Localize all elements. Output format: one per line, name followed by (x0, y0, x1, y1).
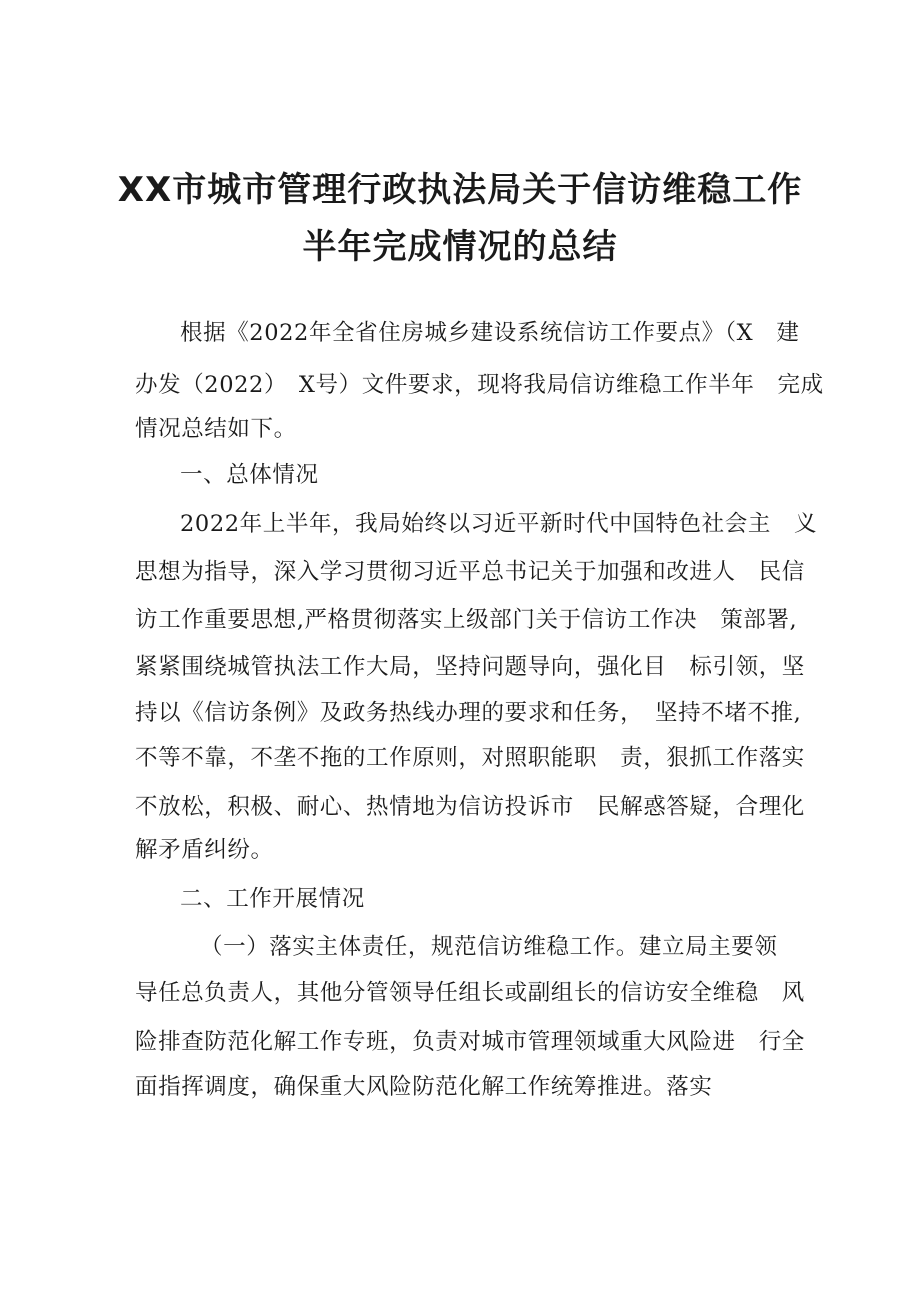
document-title-line-2: 半年完成情况的总结 (302, 227, 618, 267)
section-2-line-3: 险排查防范化解工作专班，负责对城市管理领域重大风险进 行全 (135, 1029, 805, 1055)
section-1-heading: 一、总体情况 (180, 462, 319, 488)
section-1-line-7: 不放松，积极、耐心、热情地为信访投诉市 民解惑答疑，合理化 (135, 794, 805, 820)
intro-line-3: 情况总结如下。 (135, 416, 297, 442)
section-2-line-2: 导任总负责人，其他分管领导任组长或副组长的信访安全维稳 风 (135, 980, 805, 1006)
section-1-line-3: 访工作重要思想,严格贯彻落实上级部门关于信访工作决 策部署, (135, 607, 798, 633)
section-2-line-1: （一）落实主体责任，规范信访维稳工作。建立局主要领 (200, 934, 778, 960)
intro-line-1: 根据《2022年全省住房城乡建设系统信访工作要点》（X 建 (180, 320, 800, 346)
document-title-line-1: XX市城市管理行政执法局关于信访维稳工作 (117, 170, 803, 210)
section-2-line-4: 面指挥调度，确保重大风险防范化解工作统筹推进。落实 (135, 1074, 713, 1100)
section-1-line-2: 思想为指导，深入学习贯彻习近平总书记关于加强和改进人 民信 (135, 559, 805, 585)
section-1-line-1: 2022年上半年，我局始终以习近平新时代中国特色社会主 义 (180, 511, 818, 537)
section-1-line-6: 不等不靠，不垄不拖的工作原则，对照职能职 责，狠抓工作落实 (135, 745, 805, 771)
intro-line-2: 办发（2022） X号）文件要求，现将我局信访维稳工作半年 完成 (135, 372, 824, 398)
section-1-line-4: 紧紧围绕城管执法工作大局，坚持问题导向，强化目 标引领，坚 (135, 654, 805, 680)
section-2-heading: 二、工作开展情况 (180, 886, 365, 912)
section-1-line-5: 持以《信访条例》及政务热线办理的要求和任务， 坚持不堵不推, (135, 700, 802, 726)
section-1-line-8: 解矛盾纠纷。 (135, 837, 274, 863)
